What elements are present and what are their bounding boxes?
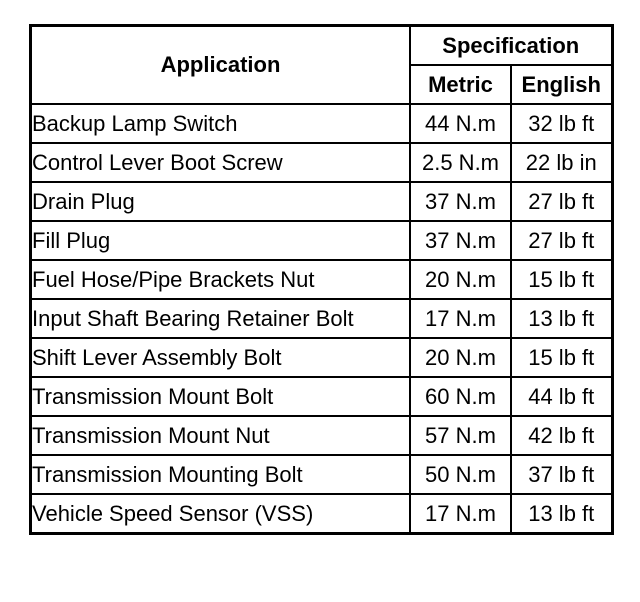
english-cell: 15 lb ft: [511, 338, 612, 377]
table-row: [31, 494, 613, 534]
header-row-top: [31, 26, 613, 66]
metric-cell: 37 N.m: [410, 221, 511, 260]
application-column-header: Application: [31, 26, 411, 105]
table-header: [31, 26, 613, 105]
metric-column-header: Metric: [410, 65, 511, 104]
english-cell: 15 lb ft: [511, 260, 612, 299]
application-cell: Shift Lever Assembly Bolt: [31, 338, 411, 377]
metric-cell: 17 N.m: [410, 299, 511, 338]
application-cell: Fill Plug: [31, 221, 411, 260]
application-cell: Transmission Mount Nut: [31, 416, 411, 455]
metric-cell: 57 N.m: [410, 416, 511, 455]
metric-cell: 37 N.m: [410, 182, 511, 221]
english-cell: 27 lb ft: [511, 182, 612, 221]
application-cell: Drain Plug: [31, 182, 411, 221]
english-cell: 44 lb ft: [511, 377, 612, 416]
table-row: [31, 143, 613, 182]
table-row: [31, 455, 613, 494]
table-row: [31, 221, 613, 260]
table-body: [31, 104, 613, 534]
application-cell: Fuel Hose/Pipe Brackets Nut: [31, 260, 411, 299]
application-cell: Vehicle Speed Sensor (VSS): [31, 494, 411, 534]
metric-cell: 50 N.m: [410, 455, 511, 494]
english-cell: 32 lb ft: [511, 104, 612, 143]
table-row: [31, 182, 613, 221]
table-row: [31, 338, 613, 377]
table-row: [31, 104, 613, 143]
metric-cell: 60 N.m: [410, 377, 511, 416]
application-cell: Control Lever Boot Screw: [31, 143, 411, 182]
specification-column-header: Specification: [410, 26, 612, 66]
english-cell: 13 lb ft: [511, 299, 612, 338]
table-row: [31, 260, 613, 299]
metric-cell: 20 N.m: [410, 338, 511, 377]
english-cell: 42 lb ft: [511, 416, 612, 455]
table-row: [31, 416, 613, 455]
english-cell: 22 lb in: [511, 143, 612, 182]
table-row: [31, 377, 613, 416]
metric-cell: 20 N.m: [410, 260, 511, 299]
table-row: [31, 299, 613, 338]
english-cell: 27 lb ft: [511, 221, 612, 260]
english-cell: 37 lb ft: [511, 455, 612, 494]
english-cell: 13 lb ft: [511, 494, 612, 534]
torque-specification-table: [29, 24, 614, 535]
application-cell: Transmission Mount Bolt: [31, 377, 411, 416]
application-cell: Input Shaft Bearing Retainer Bolt: [31, 299, 411, 338]
metric-cell: 2.5 N.m: [410, 143, 511, 182]
metric-cell: 17 N.m: [410, 494, 511, 534]
metric-cell: 44 N.m: [410, 104, 511, 143]
application-cell: Backup Lamp Switch: [31, 104, 411, 143]
english-column-header: English: [511, 65, 612, 104]
application-cell: Transmission Mounting Bolt: [31, 455, 411, 494]
